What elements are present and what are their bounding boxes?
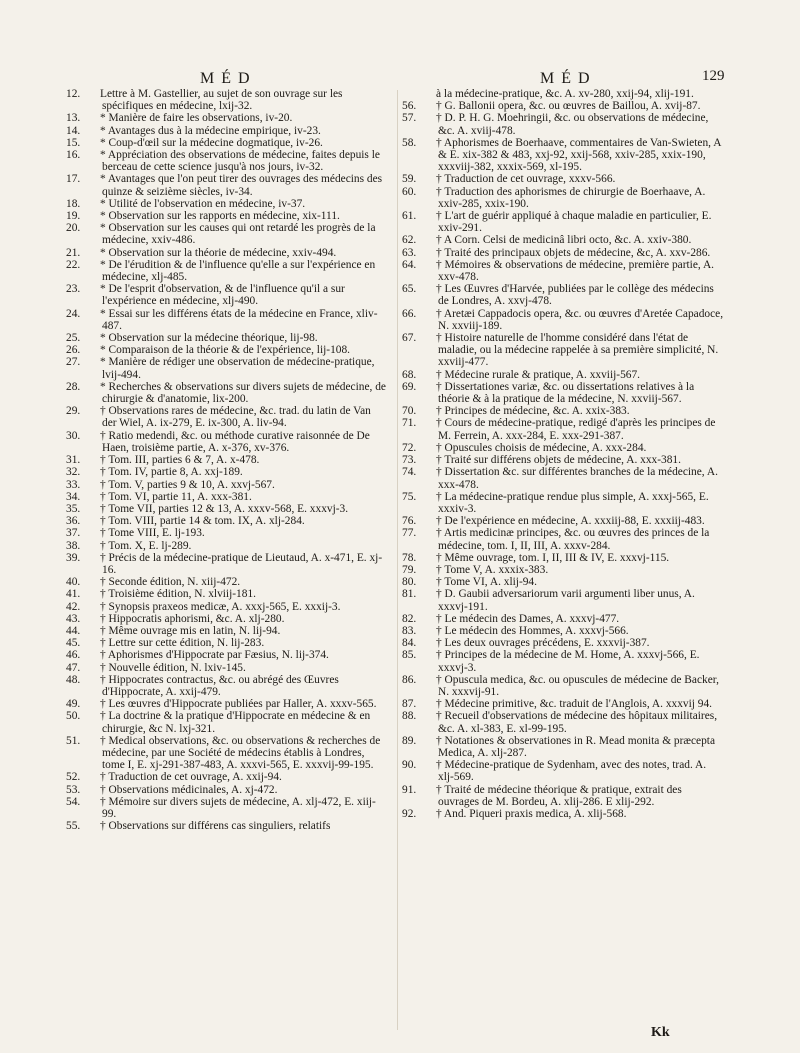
entry-text: * Observation sur les rapports en médecine, xix-111. — [100, 210, 340, 223]
entry-number: 48. — [66, 673, 81, 686]
entry-number: 36. — [66, 515, 81, 528]
entry-text: † Tom. III, parties 6 & 7, A. x-478. — [100, 454, 260, 467]
bibliography-entry — [402, 441, 724, 454]
entry-number: 92. — [402, 807, 417, 820]
entry-number: 62. — [402, 234, 417, 247]
entry-number: 51. — [66, 734, 81, 747]
entry-number: 32. — [66, 466, 81, 479]
entry-number: 29. — [66, 405, 81, 418]
bibliography-entry — [66, 344, 388, 357]
bibliography-entry — [402, 734, 724, 759]
entry-text: † Traité des principaux objets de médecine, &c, A. xxv-286. — [436, 246, 711, 259]
entry-text: * Appréciation des observations de médecine, faites depuis le berceau de cette science jusqu'à nos jours, iv-32. — [100, 149, 380, 174]
bibliography-entry — [402, 283, 724, 308]
entry-text: † Mémoires & observations de médecine, première partie, A. xxv-478. — [436, 258, 715, 284]
entry-text: † Aretæi Cappadocis opera, &c. ou œuvres d'Aretée Capadoce, N. xxviij-189. — [436, 307, 724, 332]
entry-number: 34. — [66, 490, 81, 503]
bibliography-entry — [66, 149, 388, 174]
bibliography-entry — [66, 783, 388, 796]
entry-text: † Tome VI, A. xlij-94. — [436, 576, 537, 589]
entry-number: 74. — [402, 466, 417, 479]
entry-number: 43. — [66, 612, 81, 625]
bibliography-entry — [66, 649, 388, 662]
entry-text: † Les deux ouvrages précédens, E. xxxvij-387. — [436, 637, 650, 650]
entry-number: 85. — [402, 649, 417, 662]
bibliography-entry — [402, 454, 724, 467]
entry-text: † Tome V, A. xxxix-383. — [436, 563, 549, 576]
bibliography-entry — [402, 210, 724, 235]
entry-number: 88. — [402, 710, 417, 723]
entry-number: 35. — [66, 502, 81, 515]
entry-number: 47. — [66, 661, 81, 674]
entry-number: 65. — [402, 283, 417, 296]
entry-number: 59. — [402, 173, 417, 186]
bibliography-entry — [402, 637, 724, 650]
entry-text: † De l'expérience en médecine, A. xxxiij-88, E. xxxiij-483. — [436, 515, 705, 528]
entry-text: † Tom. VIII, partie 14 & tom. IX, A. xlj-284. — [100, 515, 305, 528]
entry-text: † Médecine rurale & pratique, A. xxviij-567. — [436, 368, 641, 381]
bibliography-entry — [66, 624, 388, 637]
bibliography-entry — [402, 612, 724, 625]
bibliography-entry — [402, 807, 724, 820]
entry-text: * Avantages dus à la médecine empirique, iv-23. — [100, 124, 321, 137]
entry-text: † Tom. VI, partie 11, A. xxx-381. — [100, 490, 252, 503]
entry-number: 12. — [66, 88, 81, 100]
bibliography-entry — [66, 258, 388, 284]
bibliography-entry — [66, 466, 388, 479]
bibliography-entry — [66, 588, 388, 601]
entry-text: † Opuscules choisis de médecine, A. xxx-284. — [436, 441, 647, 454]
entry-text: * De l'esprit d'observation, & de l'influence qu'il a sur l'expérience en médecine, xlj-490. — [100, 283, 345, 308]
entry-text: * Observation sur les causes qui ont retardé les progrès de la médecine, xxiv-486. — [100, 222, 376, 247]
entry-text: † Tom. IV, partie 8, A. xxj-189. — [100, 466, 243, 479]
entry-text: † Le médecin des Hommes, A. xxxvj-566. — [436, 624, 629, 637]
right-column — [402, 88, 724, 820]
bibliography-entry — [402, 624, 724, 637]
bibliography-entry — [66, 576, 388, 589]
bibliography-entry — [402, 783, 724, 808]
entry-text: † Traité sur différens objets de médecine, A. xxx-381. — [436, 454, 681, 467]
bibliography-entry — [402, 307, 724, 332]
entry-text: † Même ouvrage, tom. I, II, III & IV, E. xxxvj-115. — [436, 551, 670, 564]
bibliography-entry — [402, 515, 724, 528]
entry-text: † Observations sur différens cas singuliers, relatifs — [100, 820, 331, 833]
entry-text: † Aphorismes de Boerhaave, commentaires de Van-Swieten, A & E. xix-382 & 483, xxj-92, xxij-568, xxiv-285, xxix-190, xxxviij-382, xxxix-569, xl-195. — [436, 136, 721, 174]
entry-text: * Observation sur la médecine théorique, lij-98. — [100, 332, 318, 345]
entry-text: † Hippocratis aphorismi, &c. A. xlj-280. — [100, 612, 285, 625]
entry-number: 64. — [402, 258, 417, 271]
entry-number: 26. — [66, 344, 81, 357]
entry-number: 86. — [402, 673, 417, 686]
entry-number: 78. — [402, 551, 417, 564]
entry-number: 40. — [66, 576, 81, 589]
bibliography-entry — [66, 210, 388, 223]
entry-text: † Traduction de cet ouvrage, A. xxij-94. — [100, 771, 282, 784]
bibliography-entry — [402, 380, 724, 406]
entry-text: * Utilité de l'observation en médecine, iv-37. — [100, 197, 306, 210]
entry-number: 91. — [402, 783, 417, 796]
entry-number: 70. — [402, 405, 417, 418]
bibliography-entry — [66, 283, 388, 308]
entry-text: * Avantages que l'on peut tirer des ouvrages des médecins des quinze & seizième siècles, iv-34. — [100, 173, 383, 198]
entry-number: 20. — [66, 222, 81, 235]
bibliography-entry — [66, 637, 388, 650]
column-gutter — [397, 90, 398, 1030]
entry-text: † Traduction des aphorismes de chirurgie de Boerhaave, A. xxiv-285, xxix-190. — [436, 185, 706, 210]
entry-text: † Tome VIII, E. lj-193. — [100, 527, 205, 540]
bibliography-entry — [66, 527, 388, 540]
entry-number: 60. — [402, 185, 417, 198]
entry-number: 45. — [66, 637, 81, 650]
bibliography-entry — [66, 136, 388, 149]
bibliography-entry — [402, 112, 724, 137]
entry-number: 16. — [66, 149, 81, 162]
entry-number: 23. — [66, 283, 81, 296]
bibliography-entry — [66, 795, 388, 820]
entry-text: † Recueil d'observations de médecine des hôpitaux militaires, &c. A. xl-383, E. xl-99-195. — [436, 710, 718, 735]
entry-text: † Synopsis praxeos medicæ, A. xxxj-565, E. xxxij-3. — [100, 600, 341, 613]
entry-text: † Traité de médecine théorique & pratique, extrait des ouvrages de M. Bordeu, A. xlij-286. E xlij-292. — [436, 783, 682, 808]
entry-text: † Troisième édition, N. xlviij-181. — [100, 588, 256, 601]
bibliography-entry — [402, 417, 724, 442]
entry-text: † G. Ballonii opera, &c. ou œuvres de Baillou, A. xvij-87. — [436, 100, 701, 113]
entry-number: 66. — [402, 307, 417, 320]
entry-number: 73. — [402, 454, 417, 467]
entry-number: 44. — [66, 624, 81, 637]
entry-text: † D. P. H. G. Moehringii, &c. ou observations de médecine, &c. A. xviij-478. — [436, 112, 709, 137]
entry-text: à la médecine-pratique, &c. A. xv-280, xxij-94, xlij-191. — [436, 88, 694, 100]
bibliography-entry — [402, 490, 724, 515]
bibliography-entry — [66, 515, 388, 528]
entry-text: Lettre à M. Gastellier, au sujet de son ouvrage sur les spécifiques en médecine, lxij-32. — [100, 88, 343, 113]
entry-number: 37. — [66, 527, 81, 540]
bibliography-entry — [66, 197, 388, 210]
entry-text: * Manière de rédiger une observation de médecine-pratique, lvij-494. — [100, 356, 375, 381]
entry-number: 83. — [402, 624, 417, 637]
entry-number: 19. — [66, 210, 81, 223]
entry-text: † And. Piqueri praxis medica, A. xlij-568. — [436, 807, 627, 820]
entry-number: 71. — [402, 417, 417, 430]
entry-text: † Dissertationes variæ, &c. ou dissertations relatives à la théorie & à la pratique de la médecine, N. xxviij-567. — [436, 380, 695, 406]
entry-number: 82. — [402, 612, 417, 625]
entry-number: 77. — [402, 527, 417, 540]
entry-text: † Principes de la médecine de M. Home, A. xxxvj-566, E. xxxvj-3. — [436, 649, 700, 674]
entry-number: 15. — [66, 136, 81, 149]
entry-text: † Les Œuvres d'Harvée, publiées par le collège des médecins de Londres, A. xxvj-478. — [436, 283, 714, 308]
bibliography-entry — [402, 710, 724, 735]
bibliography-entry — [66, 502, 388, 515]
bibliography-entry — [402, 405, 724, 418]
entry-number: 72. — [402, 441, 417, 454]
bibliography-entry — [416, 88, 724, 100]
bibliography-entry — [66, 429, 388, 454]
entry-text: † Opuscula medica, &c. ou opuscules de médecine de Backer, N. xxxvij-91. — [436, 673, 719, 698]
entry-text: † Aphorismes d'Hippocrate par Fæsius, N. lij-374. — [100, 649, 329, 662]
entry-number: 31. — [66, 454, 81, 467]
entry-text: * De l'érudition & de l'influence qu'elle a sur l'expérience en médecine, xlj-485. — [100, 258, 376, 284]
bibliography-entry — [402, 466, 724, 491]
entry-text: * Essai sur les différens états de la médecine en France, xliv-487. — [100, 307, 378, 332]
bibliography-entry — [402, 246, 724, 259]
entry-number: 55. — [66, 820, 81, 833]
entry-text: † Artis medicinæ principes, &c. ou œuvres des princes de la médecine, tom. I, II, III, A. xxxv-284. — [436, 527, 710, 552]
entry-number: 46. — [66, 649, 81, 662]
entry-text: † Observations médicinales, A. xj-472. — [100, 783, 278, 796]
entry-text: * Recherches & observations sur divers sujets de médecine, de chirurgie & d'anatomie, lix-200. — [100, 380, 386, 406]
left-entry-list — [66, 88, 388, 833]
bibliography-entry — [66, 246, 388, 259]
entry-number: 58. — [402, 136, 417, 149]
bibliography-entry — [402, 588, 724, 613]
bibliography-entry — [66, 222, 388, 247]
bibliography-entry — [66, 539, 388, 552]
entry-text: † Tome VII, parties 12 & 13, A. xxxv-568, E. xxxvj-3. — [100, 502, 349, 515]
entry-number: 39. — [66, 551, 81, 564]
entry-number: 27. — [66, 356, 81, 369]
entry-text: * Coup-d'œil sur la médecine dogmatique, iv-26. — [100, 136, 323, 149]
entry-text: † Notationes & observationes in R. Mead monita & præcepta Medica, A. xlj-287. — [436, 734, 716, 759]
entry-text: † Dissertation &c. sur différentes branches de la médecine, A. xxx-478. — [436, 466, 718, 491]
bibliography-entry — [66, 124, 388, 137]
entry-text: † Principes de médecine, &c. A. xxix-383. — [436, 405, 630, 418]
entry-number: 18. — [66, 197, 81, 210]
entry-number: 87. — [402, 698, 417, 711]
entry-number: 38. — [66, 539, 81, 552]
entry-number: 54. — [66, 795, 81, 808]
entry-number: 75. — [402, 490, 417, 503]
entry-number: 81. — [402, 588, 417, 601]
bibliography-entry — [402, 136, 724, 174]
bibliography-entry — [66, 490, 388, 503]
entry-text: † A Corn. Celsi de medicinâ libri octo, &c. A. xxiv-380. — [436, 234, 692, 247]
bibliography-entry — [66, 771, 388, 784]
page-number: 129 — [702, 68, 725, 84]
bibliography-entry — [66, 112, 388, 125]
entry-text: * Observation sur la théorie de médecine, xxiv-494. — [100, 246, 337, 259]
entry-number: 90. — [402, 759, 417, 772]
bibliography-entry — [66, 405, 388, 430]
entry-number: 17. — [66, 173, 81, 186]
bibliography-entry — [402, 698, 724, 711]
entry-number: 21. — [66, 246, 81, 259]
entry-text: † Hippocrates contractus, &c. ou abrégé des Œuvres d'Hippocrate, A. xxij-479. — [100, 673, 339, 698]
entry-number: 61. — [402, 210, 417, 223]
bibliography-entry — [66, 698, 388, 711]
entry-number: 42. — [66, 600, 81, 613]
entry-text: † Seconde édition, N. xiij-472. — [100, 576, 241, 589]
bibliography-entry — [402, 673, 724, 698]
left-column — [66, 88, 388, 833]
entry-number: 79. — [402, 563, 417, 576]
entry-text: † Même ouvrage mis en latin, N. lij-94. — [100, 624, 281, 637]
bibliography-entry — [66, 612, 388, 625]
entry-text: † Le médecin des Dames, A. xxxvj-477. — [436, 612, 620, 625]
entry-number: 67. — [402, 332, 417, 345]
bibliography-entry — [66, 307, 388, 332]
entry-text: † Médecine primitive, &c. traduit de l'Anglois, A. xxxvij 94. — [436, 698, 713, 711]
bibliography-entry — [66, 478, 388, 491]
entry-text: † Cours de médecine-pratique, redigé d'après les principes de M. Ferrein, A. xxx-284, E. xxx-291-387. — [436, 417, 716, 442]
entry-number: 84. — [402, 637, 417, 650]
entry-number: 76. — [402, 515, 417, 528]
bibliography-entry — [402, 185, 724, 210]
entry-text: † D. Gaubii adversariorum varii argumenti liber unus, A. xxxvj-191. — [436, 588, 695, 613]
right-entry-list — [402, 88, 724, 820]
entry-text: † Les œuvres d'Hippocrate publiées par Haller, A. xxxv-565. — [100, 698, 377, 711]
bibliography-entry — [402, 258, 724, 284]
bibliography-entry — [66, 600, 388, 613]
bibliography-entry — [66, 173, 388, 198]
entry-number: 89. — [402, 734, 417, 747]
entry-text: † Medical observations, &c. ou observations & recherches de médecine, par une Société de médecins établis à Londres, tome I, E. xj-291-387-483, A. xxxvi-565, E. xxxvij-99-195. — [100, 734, 381, 772]
entry-number: 13. — [66, 112, 81, 125]
bibliography-entry — [66, 454, 388, 467]
bibliography-entry — [66, 551, 388, 576]
entry-number: 63. — [402, 246, 417, 259]
entry-number: 53. — [66, 783, 81, 796]
running-head-left: MÉD — [200, 70, 257, 87]
entry-number: 28. — [66, 380, 81, 393]
entry-number: 68. — [402, 368, 417, 381]
entry-text: † La doctrine & la pratique d'Hippocrate en médecine & en chirurgie, &c N. lxj-321. — [100, 710, 371, 735]
bibliography-entry — [402, 759, 724, 784]
entry-text: † Nouvelle édition, N. lxiv-145. — [100, 661, 246, 674]
bibliography-entry — [402, 551, 724, 564]
entry-number: 69. — [402, 380, 417, 393]
entry-number: 56. — [402, 100, 417, 113]
bibliography-entry — [66, 673, 388, 698]
entry-text: * Comparaison de la théorie & de l'expérience, lij-108. — [100, 344, 351, 357]
bibliography-entry — [402, 173, 724, 186]
bibliography-entry — [402, 576, 724, 589]
bibliography-entry — [66, 88, 388, 113]
entry-number: 30. — [66, 429, 81, 442]
bibliography-entry — [402, 368, 724, 381]
entry-number: 52. — [66, 771, 81, 784]
entry-text: † La médecine-pratique rendue plus simple, A. xxxj-565, E. xxxiv-3. — [436, 490, 709, 515]
entry-number: 22. — [66, 258, 81, 271]
signature-mark: Kk — [651, 1025, 670, 1040]
entry-number: 57. — [402, 112, 417, 125]
bibliography-entry — [402, 100, 724, 113]
entry-number: 24. — [66, 307, 81, 320]
bibliography-entry — [66, 734, 388, 772]
bibliography-entry — [66, 332, 388, 345]
entry-number: 25. — [66, 332, 81, 345]
bibliography-entry — [402, 649, 724, 674]
bibliography-entry — [66, 380, 388, 406]
running-head-right: MÉD — [540, 70, 597, 87]
bibliography-entry — [66, 661, 388, 674]
bibliography-entry — [402, 527, 724, 552]
entry-number: 41. — [66, 588, 81, 601]
entry-number: 14. — [66, 124, 81, 137]
bibliography-entry — [402, 234, 724, 247]
entry-text: † Traduction de cet ouvrage, xxxv-566. — [436, 173, 616, 186]
entry-number: 49. — [66, 698, 81, 711]
entry-number: 80. — [402, 576, 417, 589]
entry-text: † Tom. V, parties 9 & 10, A. xxvj-567. — [100, 478, 275, 491]
entry-text: † Ratio medendi, &c. ou méthode curative raisonnée de De Haen, troisième partie, A. x-376, xv-376. — [100, 429, 370, 454]
entry-text: † Tom. X, E. lj-289. — [100, 539, 192, 552]
entry-text: † Observations rares de médecine, &c. trad. du latin de Van der Wiel, A. ix-279, E. ix-300, A. liv-94. — [100, 405, 371, 430]
entry-text: † Médecine-pratique de Sydenham, avec des notes, trad. A. xlj-569. — [436, 759, 707, 784]
bibliography-entry — [402, 563, 724, 576]
entry-number: 33. — [66, 478, 81, 491]
entry-text: † Lettre sur cette édition, N. lij-283. — [100, 637, 265, 650]
entry-text: † L'art de guérir appliqué à chaque maladie en particulier, E. xxiv-291. — [436, 210, 712, 235]
entry-number: 50. — [66, 710, 81, 723]
bibliography-entry — [66, 710, 388, 735]
bibliography-entry — [66, 356, 388, 381]
entry-text: † Mémoire sur divers sujets de médecine, A. xlj-472, E. xiij-99. — [100, 795, 376, 820]
entry-text: † Histoire naturelle de l'homme considéré dans l'état de maladie, ou la médecine rappelée à sa première simplicité, N. xxviij-477. — [436, 332, 719, 369]
bibliography-entry — [402, 332, 724, 369]
bibliography-entry — [66, 820, 388, 833]
entry-text: † Précis de la médecine-pratique de Lieutaud, A. x-471, E. xj-16. — [100, 551, 383, 576]
entry-text: * Manière de faire les observations, iv-20. — [100, 112, 293, 125]
